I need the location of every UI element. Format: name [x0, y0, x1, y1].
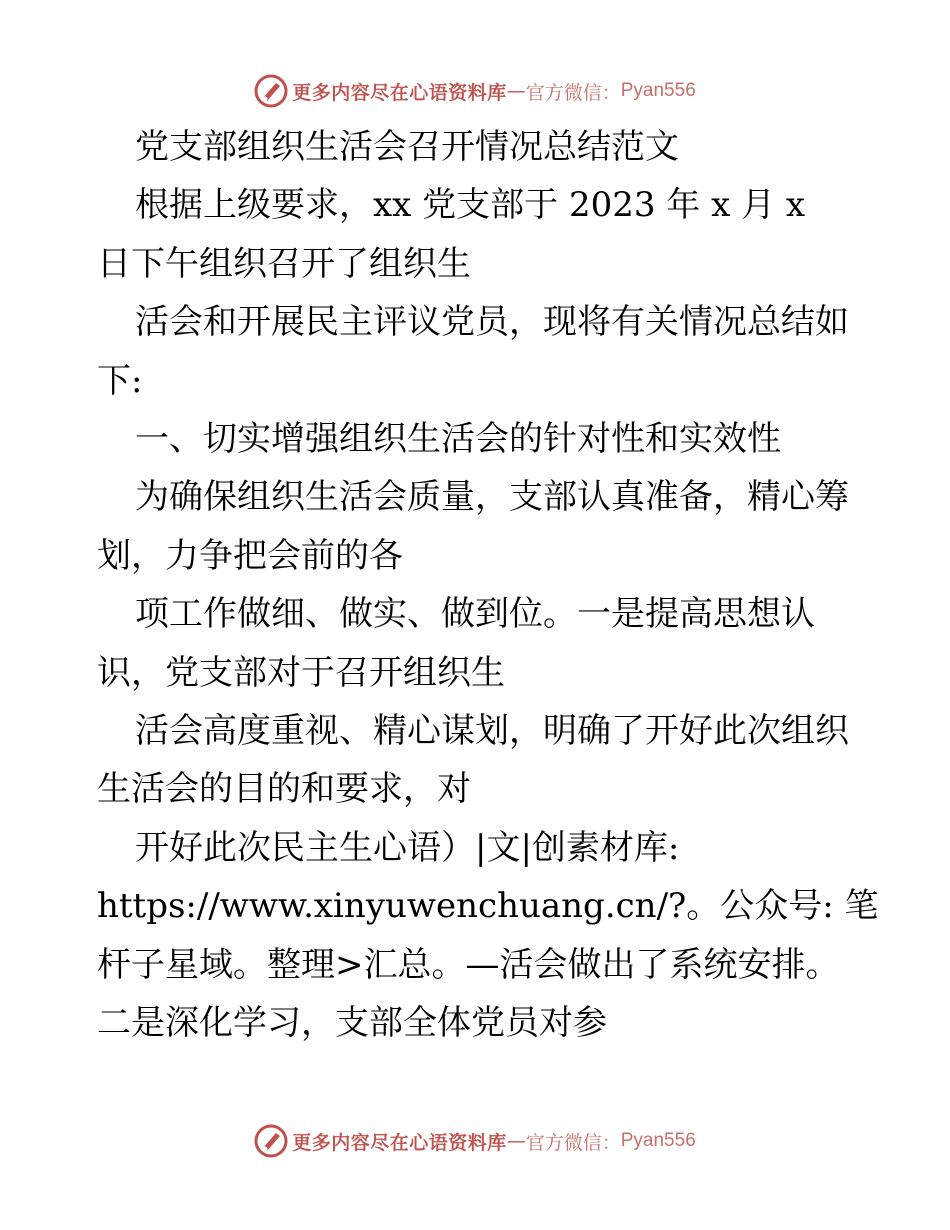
text-line: 活会和开展民主评议党员，现将有关情况总结如 — [135, 302, 849, 343]
document-body — [97, 118, 879, 1053]
text-line: 下: — [97, 360, 143, 401]
text-line: 活会高度重视、精心谋划，明确了开好此次组织 — [135, 711, 849, 752]
footer-watermark — [0, 1124, 950, 1158]
text-line: 二是深化学习，支部全体党员对参 — [97, 1003, 607, 1044]
footer-wechat-label: 官方微信： — [525, 1131, 621, 1154]
text-line: 项工作做细、做实、做到位。一是提高思想认 — [135, 594, 815, 635]
footer-dash: — — [506, 1130, 526, 1152]
pen-logo-icon — [254, 74, 288, 108]
header-wechat-id: Pyan556 — [620, 80, 696, 101]
text-line: 根据上级要求，xx 党支部于 2023 年 x 月 x — [135, 185, 806, 226]
header-brand-text: 更多内容尽在心语资料库 — [292, 81, 507, 104]
text-line: 划，力争把会前的各 — [97, 535, 403, 576]
text-line: 识，党支部对于召开组织生 — [97, 652, 505, 693]
header-dash: — — [506, 80, 526, 102]
footer-wechat-id: Pyan556 — [620, 1130, 696, 1151]
text-line: https://www.xinyuwenchuang.cn/?。公众号: 笔 — [97, 886, 879, 927]
text-line: 生活会的目的和要求，对 — [97, 769, 471, 810]
footer-brand-text: 更多内容尽在心语资料库 — [292, 1131, 507, 1154]
text-line: 日下午组织召开了组织生 — [97, 243, 471, 284]
pen-logo-icon — [254, 1124, 288, 1158]
header-watermark — [0, 74, 950, 108]
section-heading: 一、切实增强组织生活会的针对性和实效性 — [135, 419, 781, 460]
text-line: 开好此次民主生心语）|文|创素材库: — [135, 827, 680, 868]
header-wechat-label: 官方微信： — [525, 81, 621, 104]
text-line: 为确保组织生活会质量，支部认真准备，精心筹 — [135, 477, 849, 518]
document-title: 党支部组织生活会召开情况总结范文 — [135, 127, 679, 167]
text-line: 杆子星域。整理>汇总。—活会做出了系统安排。 — [97, 944, 840, 985]
